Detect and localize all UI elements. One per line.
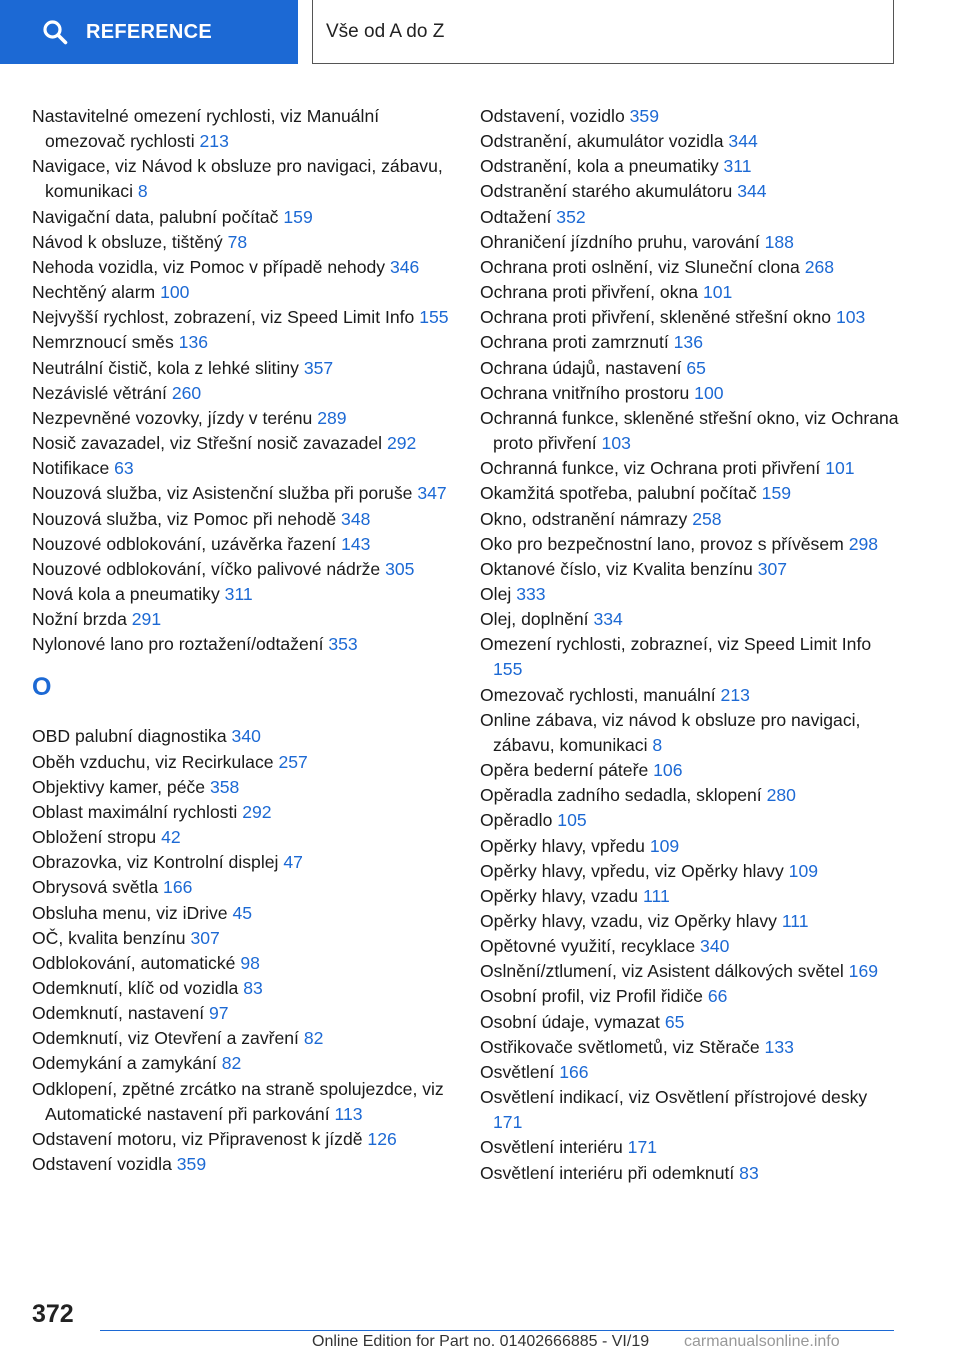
index-entry [480, 1085, 900, 1135]
index-page-link[interactable]: 136 [673, 332, 703, 353]
index-page-link[interactable]: 103 [835, 307, 866, 328]
index-page-link[interactable]: 298 [848, 533, 879, 554]
index-column-left [32, 104, 456, 1177]
index-entry-text: Olej [480, 583, 512, 604]
index-entry-text: Ohraničení jízdního pruhu, varování [480, 231, 760, 252]
index-entry-text: Nejvyšší rychlost, zobrazení, viz Speed Limit Info [32, 307, 415, 328]
index-entry-text: Okno, odstranění námrazy [480, 508, 688, 529]
index-page-link[interactable]: 344 [728, 131, 758, 152]
index-entry [32, 280, 456, 305]
index-page-link[interactable]: 213 [720, 684, 750, 705]
index-entry-text: Opěradlo [480, 810, 553, 831]
index-entry-text: Nezávislé větrání [32, 382, 167, 403]
index-entry [32, 976, 456, 1001]
index-entry [480, 356, 900, 381]
index-entry-text: Odstavení motoru, viz Připravenost k jízdě [32, 1128, 363, 1149]
index-page-link[interactable]: 47 [283, 852, 303, 873]
index-page-link[interactable]: 136 [178, 332, 209, 353]
index-entry [480, 582, 900, 607]
index-entry-text: Ochrana proti přivření, okna [480, 282, 699, 303]
index-group-n [32, 104, 456, 657]
index-entry-text: Osobní profil, viz Profil řidiče [480, 986, 703, 1007]
index-page-link[interactable]: 340 [231, 726, 261, 747]
index-entry [480, 481, 900, 506]
index-entry-text: Osobní údaje, vymazat [480, 1011, 660, 1032]
index-entry [480, 934, 900, 959]
index-entry-text: Obrysová světla [32, 877, 159, 898]
index-entry-text: Oblast maximální rychlosti [32, 801, 238, 822]
index-entry-text: Návod k obsluze, tištěný [32, 231, 223, 252]
index-page-link[interactable]: 166 [163, 877, 193, 898]
watermark-text: carmanualsonline.info [684, 1333, 840, 1350]
index-page-link[interactable]: 65 [664, 1011, 685, 1032]
index-entry-text: Ochrana údajů, nastavení [480, 357, 682, 378]
index-entry [32, 1026, 456, 1051]
index-page-link[interactable]: 280 [766, 785, 796, 806]
index-entry-text: Osvětlení interiéru při odemknutí [480, 1162, 735, 1183]
index-entry [32, 825, 456, 850]
index-entry-text: Odstavení, vozidlo [480, 106, 625, 126]
index-entry [480, 1161, 900, 1186]
index-entry-text: Odemykání a zamykání [32, 1053, 217, 1074]
index-entry [480, 607, 900, 632]
index-page-link[interactable]: 166 [559, 1061, 589, 1082]
footer-edition-text: Online Edition for Part no. 01402666885 - VI/19 [312, 1333, 650, 1350]
index-entry [32, 901, 456, 926]
index-entry-text: Ochrana proti zamrznutí [480, 332, 669, 353]
index-entry [32, 775, 456, 800]
index-entry-text: Nemrznoucí směs [32, 332, 174, 353]
index-entry [480, 708, 900, 758]
index-entry-text: Okamžitá spotřeba, palubní počítač [480, 483, 757, 504]
index-entry [32, 1077, 456, 1127]
index-entry [480, 1060, 900, 1085]
index-entry [32, 154, 456, 204]
index-entry [32, 582, 456, 607]
index-page-link[interactable]: 159 [283, 206, 313, 227]
index-page-link[interactable]: 155 [419, 307, 449, 328]
index-entry-text: Obrazovka, viz Kontrolní displej [32, 852, 279, 873]
index-entry-text: Ochrana vnitřního prostoru [480, 382, 690, 403]
index-entry-text: OČ, kvalita benzínu [32, 927, 186, 948]
index-page-link[interactable]: 66 [707, 986, 728, 1007]
index-page-link[interactable]: 333 [516, 583, 546, 604]
index-entry [480, 1035, 900, 1060]
index-entry [480, 859, 900, 884]
index-page-link[interactable]: 42 [161, 827, 181, 848]
index-entry-text: Navigační data, palubní počítač [32, 206, 279, 227]
search-icon [42, 19, 68, 45]
index-entry [32, 205, 456, 230]
index-page-link[interactable]: 213 [199, 131, 229, 152]
index-page-link[interactable]: 291 [131, 609, 162, 630]
index-entry [480, 129, 900, 154]
index-entry [480, 683, 900, 708]
index-page-link[interactable]: 357 [303, 357, 334, 378]
index-entry [32, 330, 456, 355]
index-entry [32, 532, 456, 557]
index-page-link[interactable]: 188 [764, 231, 794, 252]
index-group-o [32, 724, 456, 1177]
index-entry [32, 305, 456, 330]
index-entry [480, 280, 900, 305]
page-number: 372 [32, 1300, 74, 1328]
index-entry [480, 1135, 900, 1160]
index-entry [480, 632, 900, 682]
index-page-link[interactable]: 97 [209, 1003, 229, 1024]
index-entry [480, 984, 900, 1009]
index-entry [480, 1010, 900, 1035]
index-entry-text: Nouzové odblokování, víčko palivové nádrže [32, 558, 381, 579]
index-entry-text: Nezpevněné vozovky, jízdy v terénu [32, 407, 313, 428]
index-entry-text: Odemknutí, klíč od vozidla [32, 978, 239, 998]
index-page-link[interactable]: 268 [804, 256, 835, 277]
index-entry-text: Nouzová služba, viz Asistenční služba při poruše [32, 483, 413, 504]
index-entry [480, 381, 900, 406]
index-page-link[interactable]: 348 [341, 508, 371, 529]
index-page-link[interactable]: 111 [642, 885, 670, 906]
index-page-link[interactable]: 346 [389, 256, 420, 277]
index-entry-text: Notifikace [32, 458, 110, 479]
index-page-link[interactable]: 105 [557, 810, 587, 831]
index-page-link[interactable]: 82 [303, 1028, 324, 1049]
index-page-link[interactable]: 347 [417, 483, 447, 504]
index-page-link[interactable]: 78 [227, 231, 248, 252]
index-entry-text: Omezení rychlosti, zobrazneí, viz Speed Limit Info [480, 634, 872, 655]
index-entry [32, 850, 456, 875]
index-page-link[interactable]: 101 [825, 458, 855, 479]
index-entry [32, 875, 456, 900]
index-page-link[interactable]: 353 [328, 634, 358, 655]
index-entry [32, 951, 456, 976]
index-entry [480, 557, 900, 582]
index-page-link[interactable]: 340 [700, 936, 730, 957]
index-page-link[interactable]: 113 [334, 1103, 363, 1124]
index-page-link[interactable]: 109 [788, 860, 819, 881]
index-entry-text: Nehoda vozidla, viz Pomoc v případě nehody [32, 256, 386, 277]
index-entry [480, 255, 900, 280]
index-page-link[interactable]: 65 [686, 357, 706, 378]
index-entry [32, 607, 456, 632]
index-entry-text: Ochranná funkce, skleněné střešní okno, viz Ochrana proto přivření [480, 407, 899, 454]
index-page-link[interactable]: 359 [176, 1154, 207, 1175]
index-entry-text: Opěradla zadního sedadla, sklopení [480, 785, 762, 806]
section-title-text: Vše od A do Z [326, 20, 445, 42]
index-entry [480, 104, 900, 129]
index-entry-text: Odemknutí, nastavení [32, 1003, 205, 1024]
index-page-link[interactable]: 257 [278, 751, 308, 772]
index-entry-text: Oktanové číslo, viz Kvalita benzínu [480, 558, 753, 579]
footer-rule [100, 1330, 894, 1331]
index-entry-text: Opěrky hlavy, vpředu [480, 835, 645, 856]
index-entry-text: Oko pro bezpečnostní lano, provoz s přívěsem [480, 533, 844, 554]
index-page-link[interactable]: 82 [221, 1053, 242, 1074]
index-entry [480, 456, 900, 481]
index-page-link[interactable]: 292 [242, 801, 272, 822]
index-entry-text: Odemknutí, viz Otevření a zavření [32, 1028, 299, 1049]
index-entry [32, 750, 456, 775]
index-entry [32, 431, 456, 456]
reference-tab[interactable] [0, 0, 298, 64]
index-page-link[interactable]: 352 [556, 206, 586, 227]
index-entry-text: Opěrky hlavy, vzadu [480, 885, 639, 906]
index-page-link[interactable]: 155 [493, 659, 523, 680]
index-entry [32, 104, 456, 154]
index-entry [32, 406, 456, 431]
reference-tab-label: REFERENCE [86, 20, 213, 43]
index-page-link[interactable]: 359 [629, 106, 659, 126]
index-entry-text: Nosič zavazadel, viz Střešní nosič zavazadel [32, 433, 383, 454]
index-entry-text: Opětovné využití, recyklace [480, 936, 696, 957]
index-entry [32, 632, 456, 657]
index-entry-text: Oběh vzduchu, viz Recirkulace [32, 751, 274, 772]
index-group-o-continued [480, 104, 900, 1186]
index-entry [480, 959, 900, 984]
index-entry [32, 507, 456, 532]
index-entry-text: Odstranění, kola a pneumatiky [480, 156, 719, 177]
index-page-link[interactable]: 171 [627, 1137, 658, 1158]
index-entry-text: Omezovač rychlosti, manuální [480, 684, 716, 705]
index-page-link[interactable]: 307 [190, 927, 220, 948]
index-entry [32, 230, 456, 255]
index-page-link[interactable]: 289 [317, 407, 347, 428]
index-entry [480, 808, 900, 833]
index-entry [32, 255, 456, 280]
index-entry [32, 557, 456, 582]
index-entry [480, 507, 900, 532]
index-entry [480, 884, 900, 909]
section-title [312, 0, 894, 64]
index-entry [32, 926, 456, 951]
index-entry-text: Nouzové odblokování, uzávěrka řazení [32, 533, 337, 554]
index-entry [480, 758, 900, 783]
index-page-link[interactable]: 133 [764, 1036, 794, 1057]
index-page-link[interactable]: 260 [171, 382, 202, 403]
index-entry-text: Ostřikovače světlometů, viz Stěrače [480, 1036, 760, 1057]
index-entry [480, 406, 900, 456]
index-entry-text: Neutrální čistič, kola z lehké slitiny [32, 357, 299, 378]
index-page-link[interactable]: 258 [692, 508, 722, 529]
index-page-link[interactable]: 8 [137, 181, 148, 202]
index-page-link[interactable]: 106 [653, 760, 683, 781]
index-entry-text: Ochranná funkce, viz Ochrana proti přivření [480, 458, 821, 479]
index-entry-text: Navigace, viz Návod k obsluze pro navigaci, zábavu, komunikaci [32, 156, 443, 202]
index-entry-text: Nožní brzda [32, 609, 127, 630]
index-entry-text: Odklopení, zpětné zrcátko na straně spolujezdce, viz Automatické nastavení při parkování [32, 1078, 444, 1124]
index-entry [480, 330, 900, 355]
index-entry [32, 1001, 456, 1026]
index-page-link[interactable]: 83 [739, 1162, 759, 1183]
index-page-link[interactable]: 358 [209, 776, 240, 797]
index-entry [32, 356, 456, 381]
index-entry-text: Osvětlení interiéru [480, 1137, 623, 1158]
index-page-link[interactable]: 344 [737, 181, 767, 202]
index-entry [32, 381, 456, 406]
index-column-right [480, 104, 900, 1186]
index-entry-text: Osvětlení [480, 1061, 555, 1082]
index-page-link[interactable]: 126 [367, 1128, 397, 1149]
index-entry-text: Odstavení vozidla [32, 1154, 172, 1175]
index-entry-text: Oslnění/ztlumení, viz Asistent dálkových světel [480, 961, 844, 982]
index-page-link[interactable]: 311 [224, 583, 253, 604]
index-entry-text: OBD palubní diagnostika [32, 726, 227, 747]
index-page-link[interactable]: 100 [694, 382, 724, 403]
index-page-link[interactable]: 292 [386, 433, 417, 454]
index-entry [32, 456, 456, 481]
index-entry-text: Objektivy kamer, péče [32, 776, 206, 797]
index-entry-text: Odblokování, automatické [32, 952, 236, 973]
index-entry [480, 834, 900, 859]
index-page-link[interactable]: 111 [781, 911, 809, 931]
index-page-link[interactable]: 311 [723, 156, 752, 177]
index-entry-text: Olej, doplnění [480, 609, 589, 630]
index-page-link[interactable]: 98 [240, 952, 260, 973]
index-entry-text: Nová kola a pneumatiky [32, 583, 220, 604]
index-entry-text: Opěrky hlavy, vpředu, viz Opěrky hlavy [480, 860, 784, 881]
index-entry-text: Nylonové lano pro roztažení/odtažení [32, 634, 324, 655]
index-entry [32, 1152, 456, 1177]
index-entry [480, 305, 900, 330]
index-page-link[interactable]: 103 [601, 433, 631, 454]
index-entry-text: Obložení stropu [32, 827, 157, 848]
index-entry-text: Opěra bederní páteře [480, 760, 649, 781]
index-entry-text: Ochrana proti oslnění, viz Sluneční clona [480, 256, 800, 277]
index-entry-text: Online zábava, viz návod k obsluze pro navigaci, zábavu, komunikaci [480, 709, 861, 755]
index-page-link[interactable]: 143 [341, 533, 371, 554]
index-entry [32, 481, 456, 506]
index-entry-text: Nouzová služba, viz Pomoc při nehodě [32, 508, 337, 529]
index-entry-text: Nechtěný alarm [32, 282, 156, 303]
index-entry-text: Ochrana proti přivření, skleněné střešní okno [480, 307, 832, 328]
index-page-link[interactable]: 305 [385, 558, 415, 579]
index-page-link[interactable]: 100 [160, 282, 190, 303]
index-entry-text: Obsluha menu, viz iDrive [32, 902, 228, 923]
index-entry [480, 532, 900, 557]
index-entry [480, 783, 900, 808]
index-page-link[interactable]: 83 [243, 978, 263, 998]
index-entry-text: Odstranění starého akumulátoru [480, 181, 733, 202]
index-entry [480, 154, 900, 179]
index-letter-heading: O [32, 673, 52, 702]
index-entry-text: Odtažení [480, 206, 552, 227]
index-entry [480, 909, 900, 934]
index-page-link[interactable]: 171 [493, 1112, 523, 1133]
index-page-link[interactable]: 101 [702, 282, 733, 303]
index-page-link[interactable]: 307 [757, 558, 788, 579]
index-page-link[interactable]: 169 [848, 961, 879, 982]
index-entry [32, 724, 456, 749]
index-entry [480, 230, 900, 255]
index-page-link[interactable]: 8 [652, 734, 663, 755]
index-entry-text: Opěrky hlavy, vzadu, viz Opěrky hlavy [480, 911, 777, 931]
index-entry-text: Nastavitelné omezení rychlosti, viz Manuální omezovač rychlosti [32, 106, 380, 152]
index-page-link[interactable]: 63 [114, 458, 134, 479]
index-entry-text: Odstranění, akumulátor vozidla [480, 131, 724, 152]
index-entry [32, 1051, 456, 1076]
index-page-link[interactable]: 334 [593, 609, 623, 630]
index-page-link[interactable]: 159 [761, 483, 792, 504]
index-page-link[interactable]: 109 [649, 835, 680, 856]
index-page-link[interactable]: 45 [232, 902, 253, 923]
index-entry [480, 205, 900, 230]
index-entry-text: Osvětlení indikací, viz Osvětlení přístrojové desky [480, 1087, 868, 1108]
index-entry [32, 800, 456, 825]
index-entry [480, 179, 900, 204]
index-entry [32, 1127, 456, 1152]
